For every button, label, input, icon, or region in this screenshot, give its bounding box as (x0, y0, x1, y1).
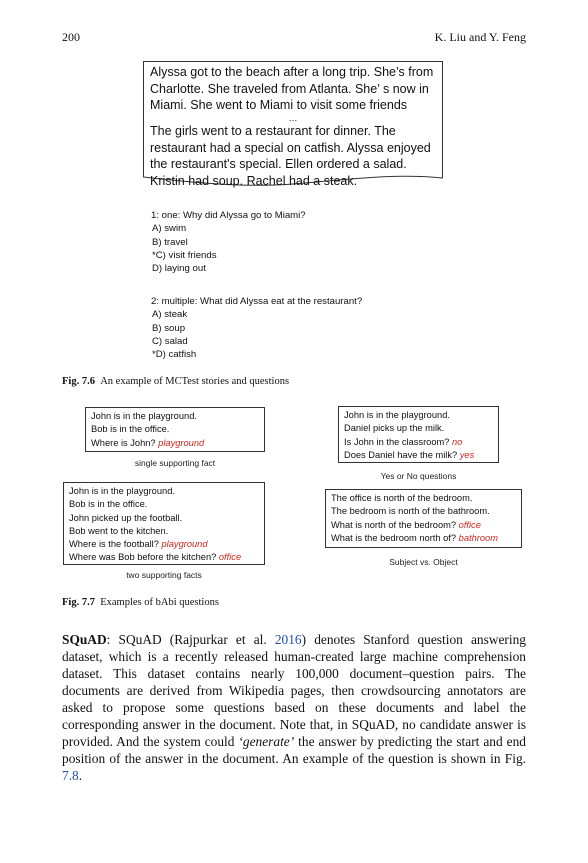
story-paragraph-2 (150, 123, 440, 189)
caption-text: An example of MCTest stories and questions (100, 376, 290, 387)
babi-fact: Bob is in the office. (69, 499, 148, 510)
caption-label: Fig. 7.7 (62, 597, 95, 608)
babi-two-supporting-facts-box (63, 482, 265, 565)
babi-fact: The office is north of the bedroom. (331, 493, 473, 503)
story-line: Kristin had soup. Rachel had a steak. (150, 173, 358, 188)
babi-yes-no-box (338, 406, 499, 463)
babi-label: single supporting fact (134, 458, 216, 468)
babi-answer: yes (459, 449, 475, 460)
para-text: : SQuAD (Rajpurkar et al. (106, 632, 275, 647)
question-option: *C) visit friends (152, 249, 217, 261)
babi-answer: playground (161, 539, 208, 550)
figure-caption-7-6 (62, 376, 289, 387)
question-prompt: 2: multiple: What did Alyssa eat at the restaurant? (151, 296, 363, 307)
babi-fact: Bob went to the kitchen. (69, 525, 169, 536)
page-number: 200 (62, 30, 80, 44)
babi-fact: John is in the playground. (344, 410, 450, 420)
question-option: B) travel (152, 236, 188, 248)
story-line: restaurant had a special on catfish. Alyssa enjoyed (150, 140, 431, 155)
babi-question: Does Daniel have the milk? (344, 449, 458, 460)
babi-answer: office (458, 519, 481, 530)
babi-fact: Daniel picks up the milk. (344, 423, 445, 434)
story-line: Alyssa got to the beach after a long trip. She’s from (150, 65, 434, 79)
running-head: K. Liu and Y. Feng (434, 30, 526, 44)
babi-question-line (331, 519, 516, 532)
babi-question-line (344, 449, 493, 462)
babi-question-line (69, 551, 259, 564)
story-line: Charlotte. She traveled from Atlanta. She’ s now in (150, 81, 429, 96)
babi-label: Yes or No questions (380, 471, 457, 481)
story-line: Miami. She went to Miami to visit some friends (150, 98, 408, 112)
babi-answer: office (218, 552, 242, 563)
babi-question-line (344, 436, 493, 449)
babi-fact: Bob is in the office. (91, 424, 170, 435)
babi-question: Is John in the classroom? (344, 436, 450, 447)
citation-link[interactable]: 2016 (274, 632, 302, 647)
question-option: B) soup (152, 322, 186, 334)
story-line: the restaurant's special. Ellen ordered a salad. (150, 157, 407, 171)
generate-term: ‘generate’ (238, 734, 295, 749)
story-paragraph-1 (150, 64, 440, 114)
babi-fact: John is in the playground. (69, 486, 175, 496)
question-option: C) salad (152, 335, 188, 347)
question-option: D) laying out (152, 263, 206, 275)
squad-term: SQuAD (62, 632, 107, 647)
babi-question: What is the bedroom north of? (331, 532, 457, 543)
mctest-question-1 (151, 209, 306, 275)
mctest-story-box (143, 61, 443, 186)
babi-single-supporting-fact-box (85, 407, 265, 452)
para-text: ) denotes Stanford question answering dataset, which is a recently released human-created large machine comprehension dataset. This dataset contains nearly 100,000 document–question pairs. The documents are derived from Wikipedia pages, then crowdsourcing annotators are asked to propose some questions based on these documents and label the corresponding answer in the document. Note that, in SQuAD, no candidate answer is provided. And the system could (62, 632, 526, 749)
babi-question-line (331, 532, 516, 545)
caption-label: Fig. 7.6 (62, 376, 95, 387)
babi-label: Subject vs. Object (389, 557, 458, 567)
babi-answer: no (452, 436, 463, 447)
figure-reference-link[interactable]: 7.8 (62, 768, 79, 783)
babi-question: Where is the football? (69, 539, 159, 550)
babi-answer: playground (158, 437, 205, 448)
question-prompt: 1: one: Why did Alyssa go to Miami? (151, 210, 306, 221)
babi-question: Where is John? (91, 437, 156, 448)
question-option: *D) catfish (152, 349, 197, 361)
para-text: the answer by predicting the start and end position of the answer in the document. An example of the question is shown in Fig. (62, 734, 526, 766)
babi-fact: John picked up the football. (69, 512, 183, 523)
babi-fact: John is in the playground. (91, 411, 197, 421)
babi-fact: The bedroom is north of the bathroom. (331, 506, 490, 517)
figure-caption-7-7 (62, 597, 219, 608)
babi-question-line (91, 437, 259, 450)
story-line: The girls went to a restaurant for dinner. The (150, 124, 396, 138)
question-option: A) steak (152, 309, 188, 321)
babi-question-line (69, 538, 259, 551)
babi-label: two supporting facts (126, 570, 202, 580)
caption-text: Examples of bAbi questions (100, 597, 219, 608)
question-option: A) swim (152, 223, 187, 235)
mctest-question-2 (151, 295, 362, 361)
story-ellipsis: … (288, 113, 298, 123)
babi-question: Where was Bob before the kitchen? (69, 552, 217, 563)
squad-paragraph (62, 631, 526, 784)
babi-subject-object-box (325, 489, 522, 548)
babi-question: What is north of the bedroom? (331, 519, 457, 530)
para-text: . (78, 768, 83, 783)
babi-answer: bathroom (458, 532, 498, 543)
